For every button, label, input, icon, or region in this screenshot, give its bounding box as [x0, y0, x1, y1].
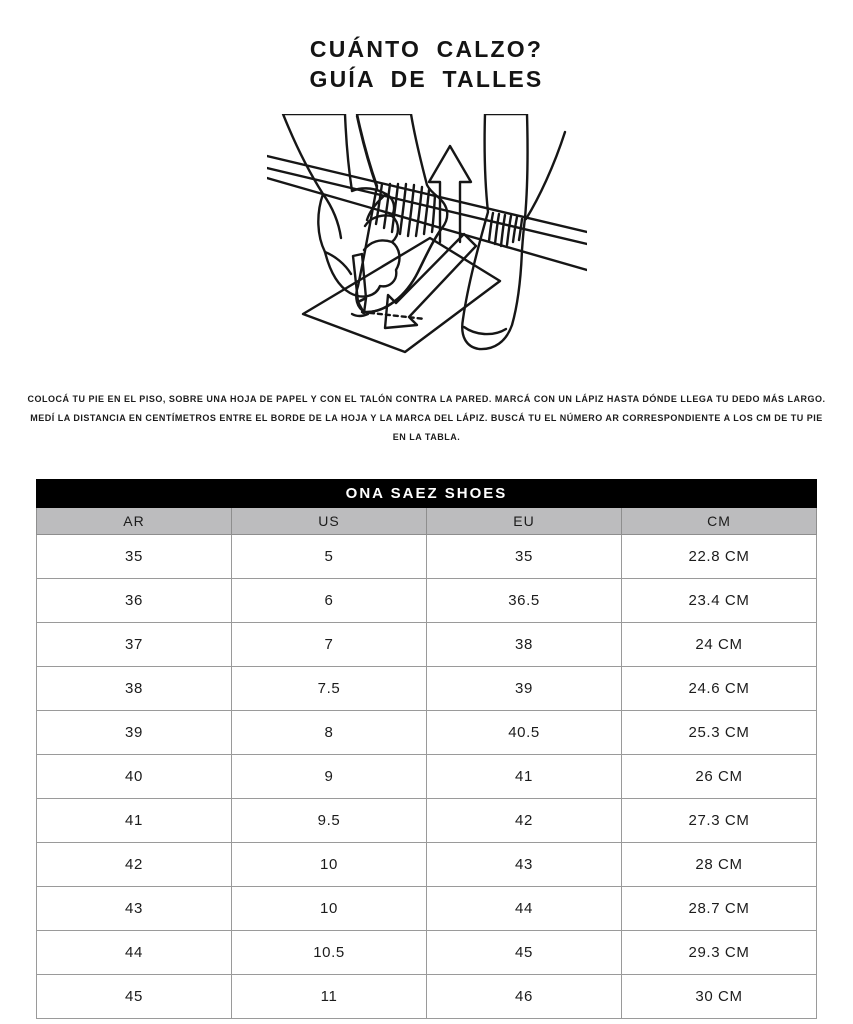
table-cell: 23.4 CM — [622, 579, 817, 623]
table-cell: 22.8 CM — [622, 535, 817, 579]
table-cell: 30 CM — [622, 975, 817, 1019]
table-row — [37, 623, 817, 667]
table-cell: 35 — [37, 535, 232, 579]
table-header-row — [37, 508, 817, 535]
table-row — [37, 579, 817, 623]
pencil-icon — [352, 254, 368, 316]
table-cell: 39 — [427, 667, 622, 711]
column-header-eu: EU — [427, 508, 622, 535]
right-foot — [462, 114, 565, 349]
table-row — [37, 711, 817, 755]
table-cell: 44 — [37, 931, 232, 975]
table-cell: 10 — [232, 887, 427, 931]
table-cell: 46 — [427, 975, 622, 1019]
table-cell: 40 — [37, 755, 232, 799]
table-cell: 10.5 — [232, 931, 427, 975]
table-row — [37, 931, 817, 975]
instructions-line1: COLOCÁ TU PIE EN EL PISO, SOBRE UNA HOJA DE PAPEL Y CON EL TALÓN CONTRA LA PARED. MARCÁ CON UN LÁPIZ HASTA DÓNDE LLEGA TU DEDO MÁS LARGO. — [27, 394, 826, 404]
foot-measurement-illustration — [267, 114, 587, 374]
column-header-us: US — [232, 508, 427, 535]
hand-and-arm — [283, 114, 399, 297]
foot-measurement-diagram-icon — [267, 114, 587, 374]
table-row — [37, 843, 817, 887]
table-cell: 9 — [232, 755, 427, 799]
table-cell: 40.5 — [427, 711, 622, 755]
table-cell: 37 — [37, 623, 232, 667]
table-row — [37, 799, 817, 843]
table-cell: 7.5 — [232, 667, 427, 711]
table-cell: 29.3 CM — [622, 931, 817, 975]
table-cell: 42 — [427, 799, 622, 843]
table-cell: 43 — [37, 887, 232, 931]
table-cell: 38 — [427, 623, 622, 667]
size-table-body — [37, 535, 817, 1019]
instructions-line2: MEDÍ LA DISTANCIA EN CENTÍMETROS ENTRE EL BORDE DE LA HOJA Y LA MARCA DEL LÁPIZ. BUSCÁ TU EL NÚMERO AR CORRESPONDIENTE A LOS CM DE TU PIE EN LA TABLA. — [30, 413, 823, 442]
table-cell: 8 — [232, 711, 427, 755]
table-cell: 36 — [37, 579, 232, 623]
table-cell: 5 — [232, 535, 427, 579]
table-title: ONA SAEZ SHOES — [36, 479, 817, 508]
table-row — [37, 975, 817, 1019]
table-cell: 24.6 CM — [622, 667, 817, 711]
table-cell: 26 CM — [622, 755, 817, 799]
size-table-grid — [36, 508, 817, 1019]
table-cell: 9.5 — [232, 799, 427, 843]
table-cell: 7 — [232, 623, 427, 667]
table-cell: 42 — [37, 843, 232, 887]
page-title-line2: GUÍA DE TALLES — [309, 66, 544, 92]
table-cell: 27.3 CM — [622, 799, 817, 843]
table-cell: 41 — [37, 799, 232, 843]
table-row — [37, 887, 817, 931]
table-cell: 39 — [37, 711, 232, 755]
table-cell: 41 — [427, 755, 622, 799]
table-cell: 38 — [37, 667, 232, 711]
column-header-cm: CM — [622, 508, 817, 535]
table-cell: 6 — [232, 579, 427, 623]
table-cell: 11 — [232, 975, 427, 1019]
table-cell: 45 — [37, 975, 232, 1019]
page-title — [0, 0, 853, 94]
dashed-mark-line — [362, 312, 425, 319]
table-row — [37, 535, 817, 579]
measurement-instructions — [24, 390, 829, 447]
table-cell: 28.7 CM — [622, 887, 817, 931]
table-row — [37, 755, 817, 799]
table-row — [37, 667, 817, 711]
column-header-ar: AR — [37, 508, 232, 535]
table-cell: 10 — [232, 843, 427, 887]
table-cell: 35 — [427, 535, 622, 579]
size-table — [36, 479, 817, 1019]
table-cell: 43 — [427, 843, 622, 887]
table-cell: 28 CM — [622, 843, 817, 887]
table-cell: 24 CM — [622, 623, 817, 667]
table-cell: 44 — [427, 887, 622, 931]
table-cell: 25.3 CM — [622, 711, 817, 755]
table-cell: 45 — [427, 931, 622, 975]
table-cell: 36.5 — [427, 579, 622, 623]
page-title-line1: CUÁNTO CALZO? — [309, 36, 544, 62]
